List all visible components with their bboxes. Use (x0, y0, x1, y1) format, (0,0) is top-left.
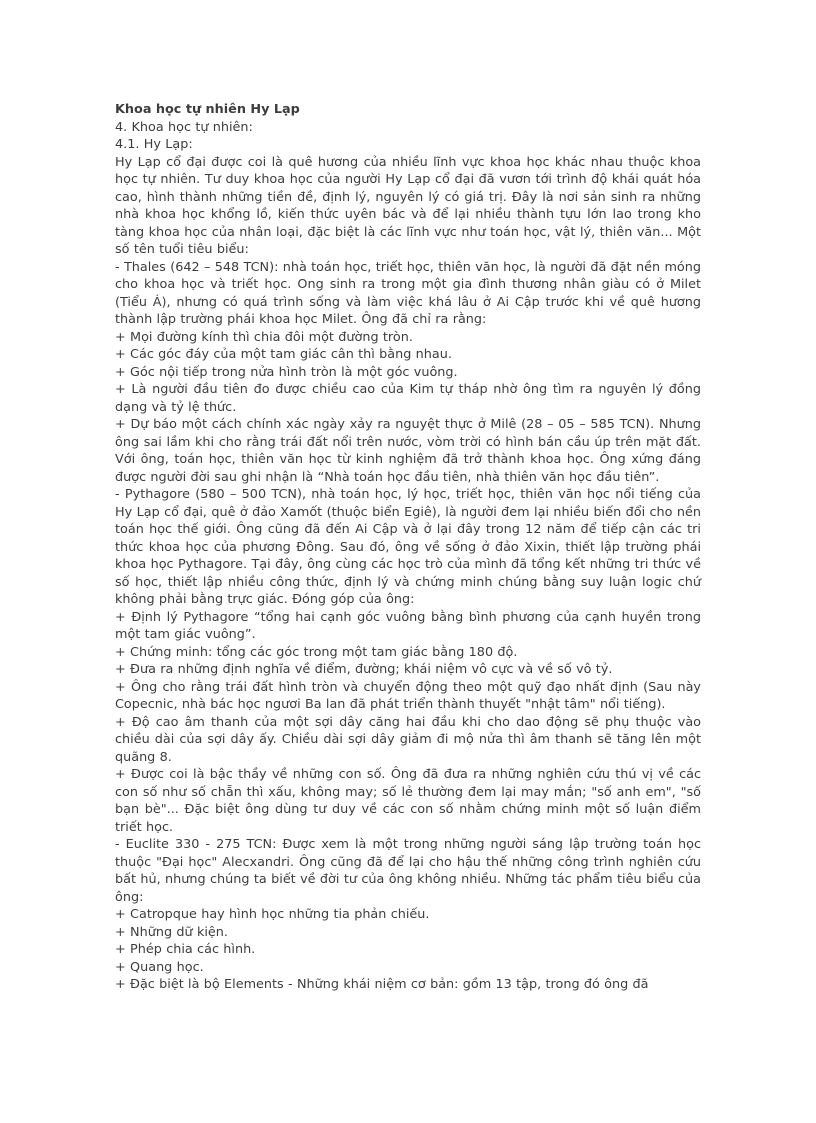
paragraph: + Định lý Pythagore “tổng hai cạnh góc vuông bằng bình phương của cạnh huyền trong một tam giác vuông”. (115, 609, 701, 642)
paragraph: + Chứng minh: tổng các góc trong một tam giác bằng 180 độ. (115, 644, 518, 660)
paragraph: Hy Lạp cổ đại được coi là quê hương của nhiều lĩnh vực khoa học khác nhau thuộc khoa học tự nhiên. Tư duy khoa học của người Hy Lạp cổ đại đã vươn tới trình độ khái quát hóa cao, hình thành những tiền đề, định lý, nguyên lý có giá trị. Đây là nơi sản sinh ra những nhà khoa học khổng lồ, kiến thức uyên bác và để lại nhiều thành tựu lớn lao trong kho tàng khoa học của nhân loại, đặc biệt là các lĩnh vực như toán học, vật lý, thiên văn... Một số tên tuổi tiêu biểu: (115, 154, 701, 257)
paragraph: + Ông cho rằng trái đất hình tròn và chuyển động theo một quỹ đạo nhất định (Sau này Copecnic, nhà bác học ngươi Ba lan đã phát triển thành thuyết "nhật tâm" nổi tiếng). (115, 679, 701, 712)
paragraph: + Được coi là bậc thầy về những con số. Ông đã đưa ra những nghiên cứu thú vị về các con số như số chẵn thì xấu, không may; số lẻ thường đem lại may mắn; "số anh em", "số bạn bè"... Đặc biệt ông dùng tư duy về các con số nhằm chứng minh một số luận điểm triết học. (115, 767, 701, 835)
paragraph-list (115, 119, 701, 994)
paragraph: + Quang học. (115, 959, 204, 975)
paragraph: + Những dữ kiện. (115, 924, 228, 940)
paragraph: + Đưa ra những định nghĩa về điểm, đường; khái niệm vô cực và về số vô tỷ. (115, 662, 613, 677)
document-title: Khoa học tự nhiên Hy Lạp (115, 102, 300, 117)
paragraph: - Euclite 330 - 275 TCN: Được xem là một trong những người sáng lập trường toán học thuộc "Đại học" Alecxandri. Ông cũng đã để lại cho hậu thế những công trình nghiên cứu bất hủ, nhưng chúng ta biết về đời tư của ông không nhiều. Những tác phẩm tiêu biểu của ông: (115, 837, 701, 905)
paragraph: + Các góc đáy của một tam giác cân thì bằng nhau. (115, 347, 452, 362)
paragraph: + Là người đầu tiên đo được chiều cao của Kim tự tháp nhờ ông tìm ra nguyên lý đồng dạng và tỷ lệ thức. (115, 382, 701, 415)
paragraph: 4. Khoa học tự nhiên: (115, 119, 253, 135)
paragraph: + Độ cao âm thanh của một sợi dây căng hai đầu khi cho dao động sẽ phụ thuộc vào chiều dài của sợi dây ấy. Chiều dài sợi dây giảm đi mộ nửa thì âm thanh sẽ tăng lên một quãng 8. (115, 714, 701, 765)
paragraph: + Góc nội tiếp trong nửa hình tròn là một góc vuông. (115, 364, 458, 380)
paragraph: - Pythagore (580 – 500 TCN), nhà toán học, lý học, triết học, thiên văn học nổi tiếng của Hy Lạp cổ đại, quê ở đảo Xamốt (thuộc biển Egiê), là người đem lại nhiều biến đổi cho nền toán học thế giới. Ông cũng đã đến Ai Cập và ở lại đây trong 12 năm để tiếp cận các tri thức khoa học của phương Đông. Sau đó, ông về sống ở đảo Xixin, thiết lập trường phái khoa học Pythagore. Tại đây, ông cùng các học trò của mình đã tổng kết những tri thức về số học, thiết lập nhiều công thức, định lý và chứng minh chúng bằng suy luận logic chứ không phải bằng trực giác. Đóng góp của ông: (115, 487, 701, 607)
paragraph: + Mọi đường kính thì chia đôi một đường tròn. (115, 329, 413, 345)
paragraph: - Thales (642 – 548 TCN): nhà toán học, triết học, thiên văn học, là người đã đặt nền móng cho khoa học và triết học. Ong sinh ra trong một gia đình thương nhân giàu có ở Milet (Tiểu Á), nhưng có quá trình sống và làm việc khá lâu ở Ai Cập trước khi về quê hương thành lập trường phái khoa học Milet. Ông đã chỉ ra rằng: (115, 259, 701, 327)
paragraph: 4.1. Hy Lạp: (115, 137, 193, 152)
paragraph: + Đặc biệt là bộ Elements - Những khái niệm cơ bản: gồm 13 tập, trong đó ông đã (115, 977, 649, 992)
paragraph: + Dự báo một cách chính xác ngày xảy ra nguyệt thực ở Milê (28 – 05 – 585 TCN). Nhưng ông sai lầm khi cho rằng trái đất nổi trên nước, vòm trời có hình bán cầu úp trên mặt đất. Với ông, toán học, thiên văn học từ kinh nghiệm đã trở thành khoa học. Ông xứng đáng được người đời sau ghi nhận là “Nhà toán học đầu tiên, nhà thiên văn học đầu tiên”. (115, 417, 701, 485)
paragraph: + Catropque hay hình học những tia phản chiếu. (115, 907, 430, 922)
paragraph: + Phép chia các hình. (115, 942, 256, 957)
text-block (115, 101, 701, 994)
